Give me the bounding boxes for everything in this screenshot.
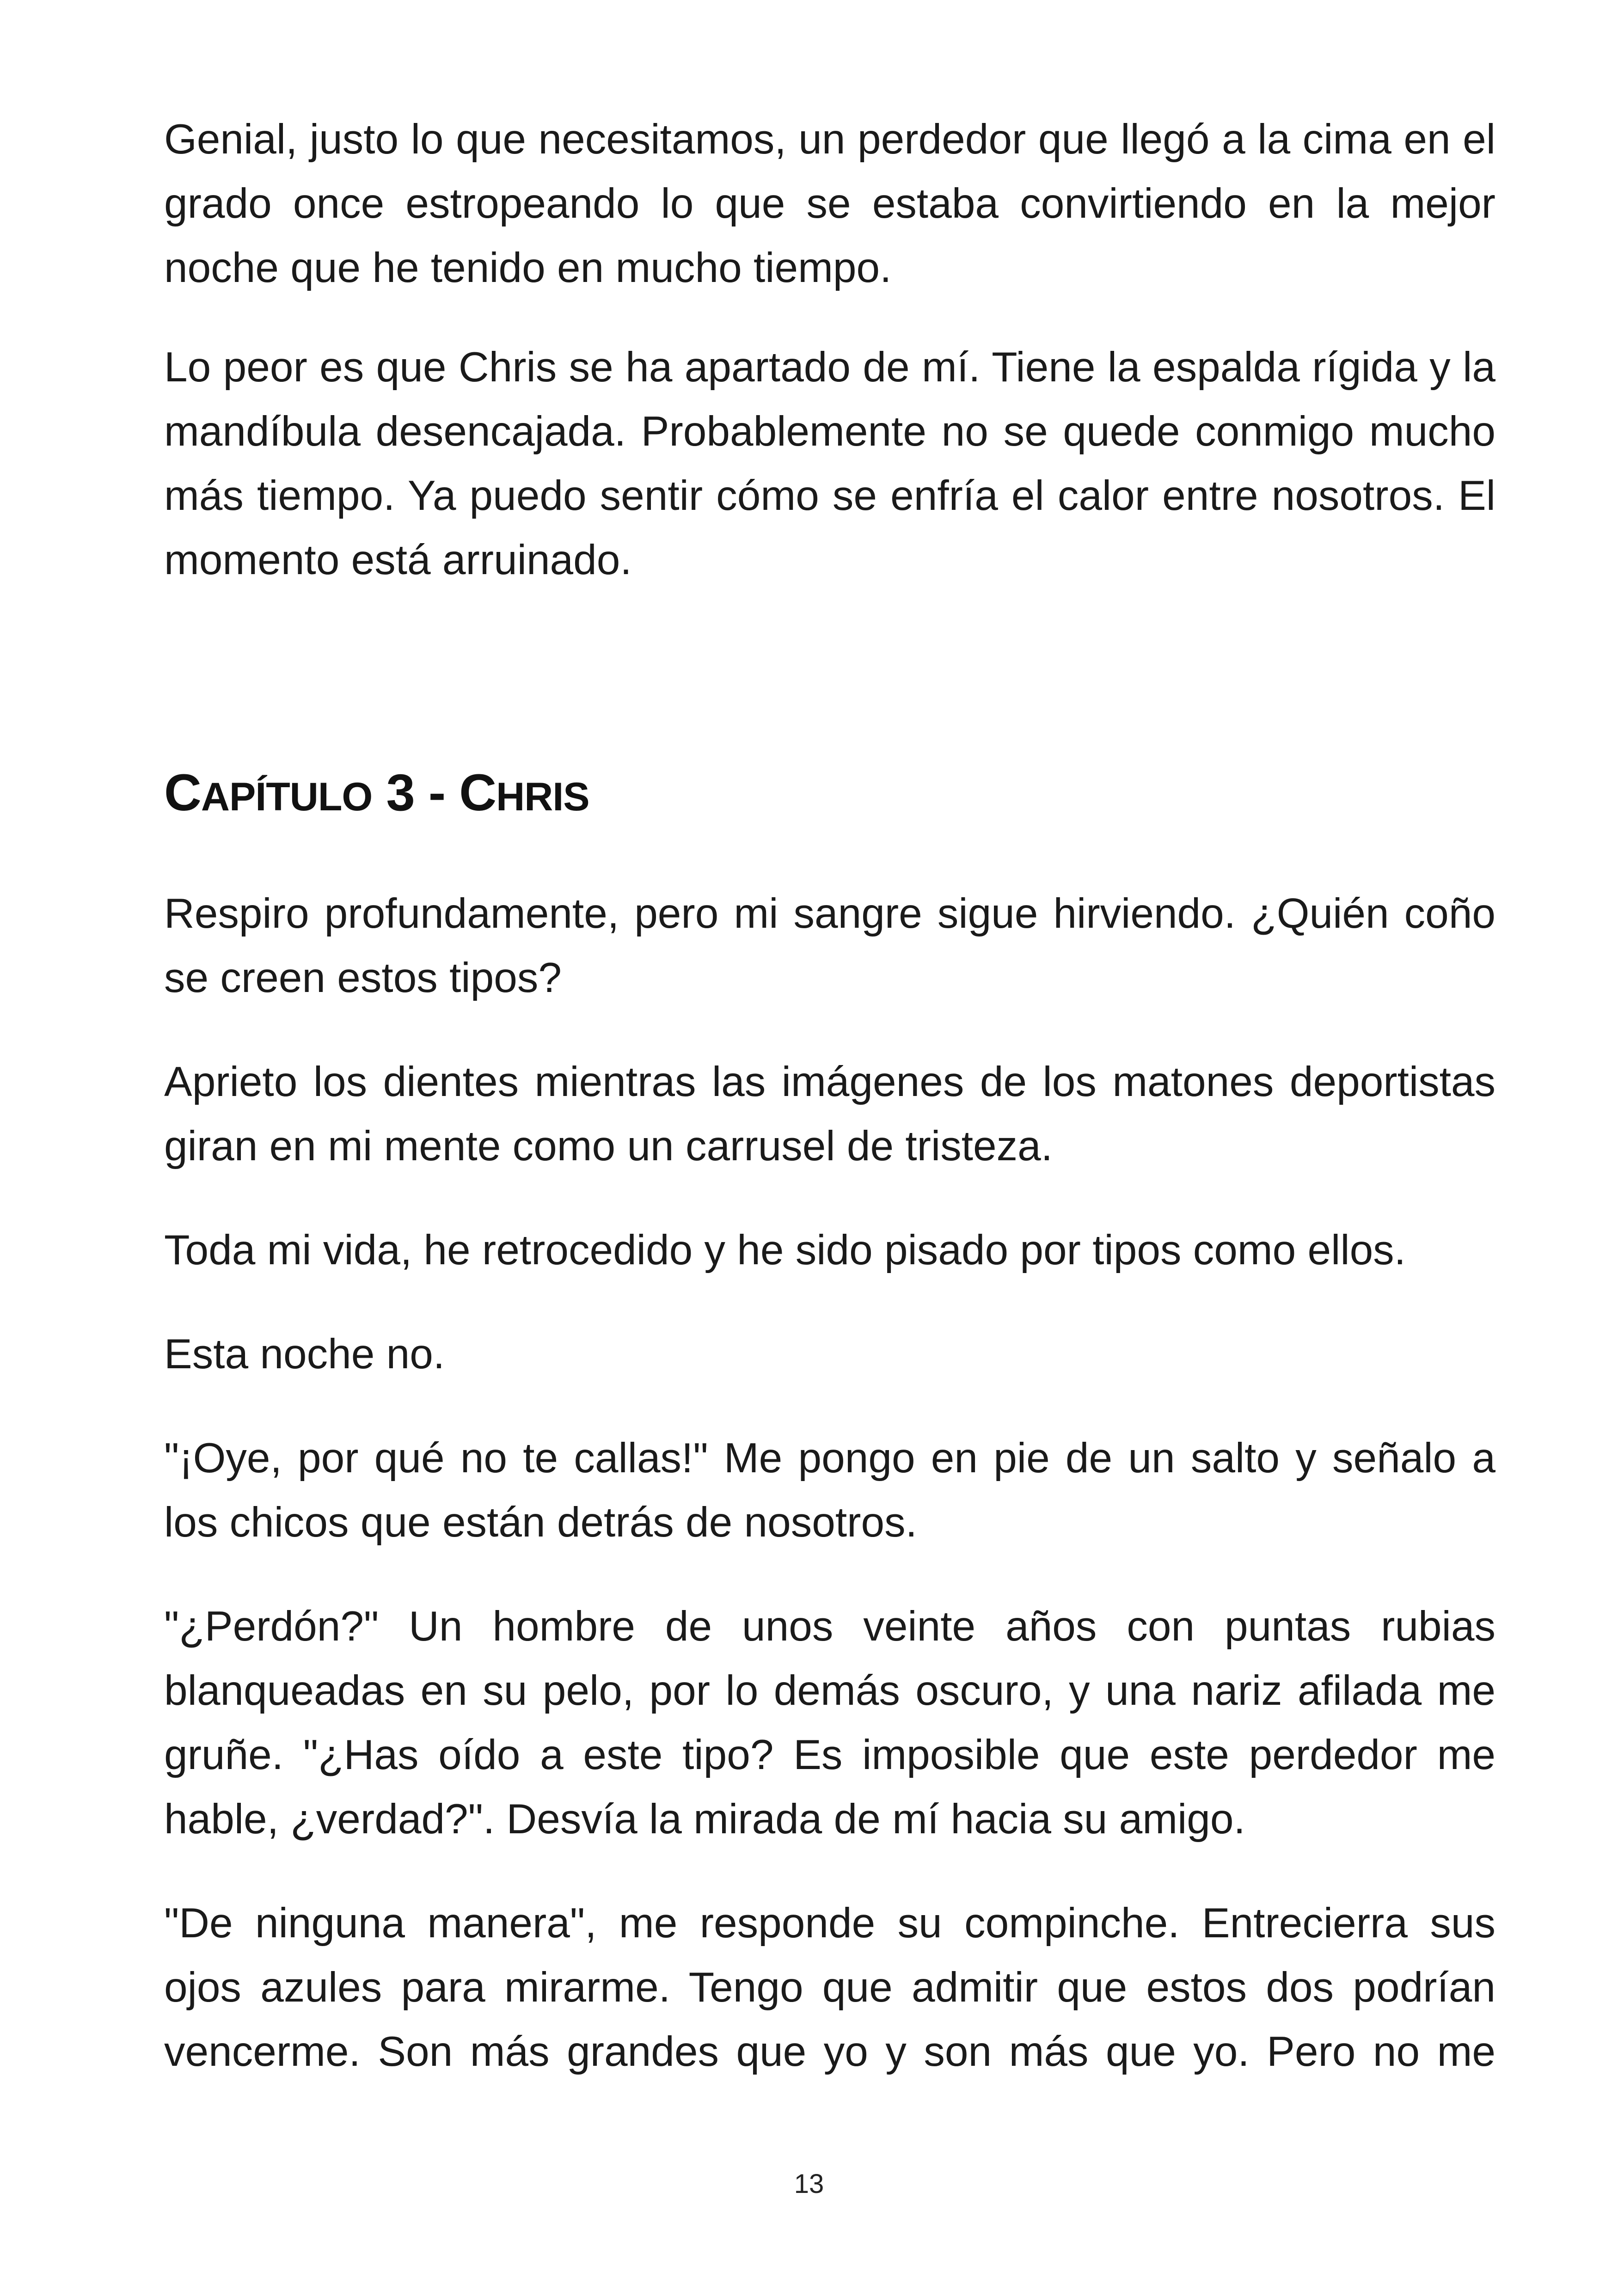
chapter-name-initial: C xyxy=(459,764,496,821)
paragraph-4: Aprieto los dientes mientras las imágenes de los matones deportistas giran en mi mente como un carrusel de tristeza. xyxy=(164,1059,1495,1169)
chapter-label-initial: C xyxy=(164,764,201,821)
paragraph-6: Esta noche no. xyxy=(164,1331,445,1378)
page-number: 13 xyxy=(794,2169,824,2199)
chapter-number: 3 - xyxy=(372,764,460,821)
chapter-label-rest: APÍTULO xyxy=(201,775,373,819)
paragraph-1: Genial, justo lo que necesitamos, un perdedor que llegó a la cima en el grado once estropeando lo que se estaba convirtiendo en la mejor noche que he tenido en mucho tiempo. xyxy=(164,116,1495,291)
paragraph-8: "¿Perdón?" Un hombre de unos veinte años con puntas rubias blanqueadas en su pelo, por lo demás oscuro, y una nariz afilada me gruñe. "¿Has oído a este tipo? Es imposible que este perdedor me hable, ¿verdad?". Desvía la mirada de mí hacia su amigo. xyxy=(164,1603,1495,1843)
paragraph-5: Toda mi vida, he retrocedido y he sido pisado por tipos como ellos. xyxy=(164,1227,1406,1274)
text-block-after-chapter xyxy=(164,882,1495,2084)
chapter-heading xyxy=(164,758,589,832)
text-block-before-chapter xyxy=(164,107,1495,592)
paragraph-9: "De ninguna manera", me responde su compinche. Entrecierra sus ojos azules para mirarme. Tengo que admitir que estos dos podrían vencerme. Son más grandes que yo y son más que yo. Pero no me xyxy=(164,1900,1495,2075)
chapter-name-rest: HRIS xyxy=(496,775,589,819)
paragraph-3: Respiro profundamente, pero mi sangre sigue hirviendo. ¿Quién coño se creen estos tipos? xyxy=(164,890,1495,1001)
paragraph-2: Lo peor es que Chris se ha apartado de mí. Tiene la espalda rígida y la mandíbula desencajada. Probablemente no se quede conmigo mucho más tiempo. Ya puedo sentir cómo se enfría el calor entre nosotros. El momento está arruinado. xyxy=(164,344,1495,583)
paragraph-7: "¡Oye, por qué no te callas!" Me pongo en pie de un salto y señalo a los chicos que están detrás de nosotros. xyxy=(164,1435,1495,1546)
